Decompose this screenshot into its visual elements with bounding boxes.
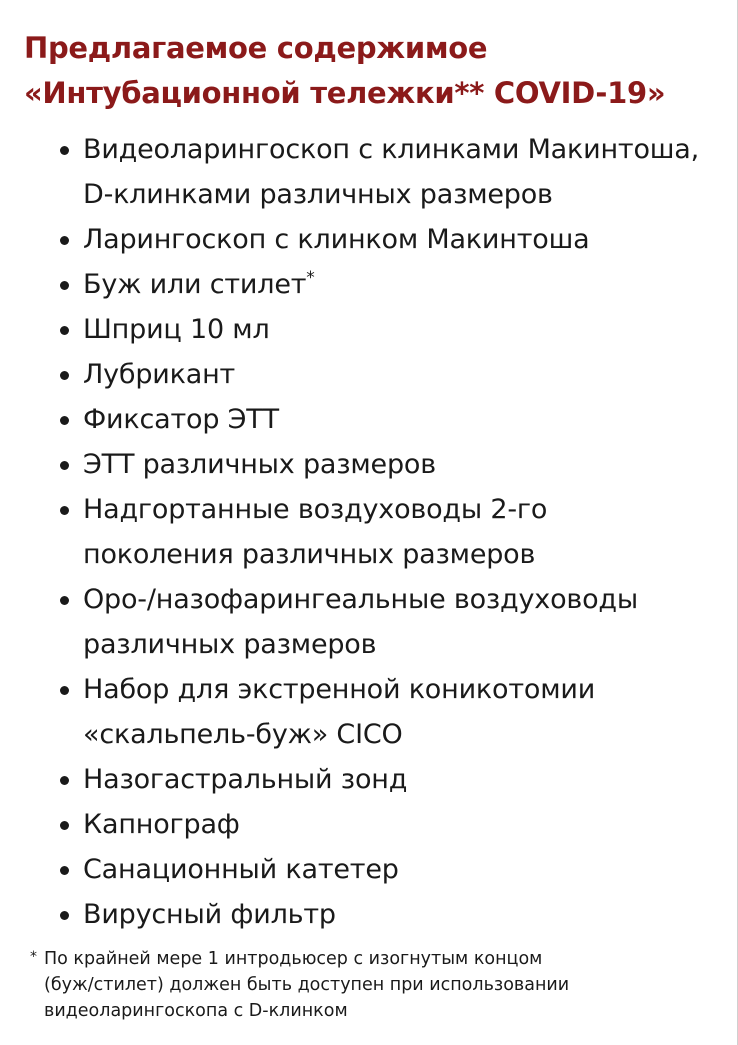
list-item	[56, 352, 726, 397]
list-item	[56, 127, 726, 217]
list-item	[56, 577, 726, 667]
item-text-continued: различных размеров	[83, 629, 377, 660]
item-text: ЭТТ различных размеров	[83, 449, 436, 480]
title-line-2: «Интубационной тележки** COVID-19»	[24, 76, 666, 110]
item-text: Капнограф	[83, 809, 240, 840]
list-item	[56, 802, 726, 847]
page-title	[24, 26, 724, 116]
list-item	[56, 487, 726, 577]
footnote-line-2: (буж/стилет) должен быть доступен при использовании	[44, 975, 570, 995]
list-item	[56, 262, 726, 307]
list-item	[56, 307, 726, 352]
list-item	[56, 442, 726, 487]
item-text: Ларингоскоп с клинком Макинтоша	[83, 224, 590, 255]
item-text: Набор для экстренной коникотомии	[83, 674, 596, 705]
item-text: Надгортанные воздуховоды 2-го	[83, 494, 548, 525]
footnote-mark: *	[30, 949, 37, 965]
item-text: Оро-/назофарингеальные воздуховоды	[83, 584, 639, 615]
item-text: Санационный катетер	[83, 854, 399, 885]
footnote-marker: *	[306, 268, 315, 288]
list-item	[56, 667, 726, 757]
item-text: Назогастральный зонд	[83, 764, 408, 795]
list-item	[56, 757, 726, 802]
contents-list	[56, 127, 726, 937]
list-item	[56, 397, 726, 442]
item-text: Вирусный фильтр	[83, 899, 336, 930]
item-text: Буж или стилет	[83, 269, 307, 300]
item-text: Фиксатор ЭТТ	[83, 404, 279, 435]
item-text-continued: D-клинками различных размеров	[83, 179, 553, 210]
item-text-continued: поколения различных размеров	[83, 539, 536, 570]
title-line-1: Предлагаемое содержимое	[24, 31, 488, 65]
item-text: Шприц 10 мл	[83, 314, 270, 345]
item-text: Видеоларингоскоп с клинками Макинтоша,	[83, 134, 699, 165]
item-text: Лубрикант	[83, 359, 236, 390]
footnote-line-3: видеоларингоскопа с D-клинком	[44, 1001, 348, 1021]
footnote	[30, 946, 720, 1024]
item-text-continued: «скальпель-буж» CICO	[83, 719, 403, 750]
list-item	[56, 892, 726, 937]
list-item	[56, 847, 726, 892]
footnote-line-1: По крайней мере 1 интродьюсер с изогнутым концом	[44, 949, 543, 969]
list-item	[56, 217, 726, 262]
